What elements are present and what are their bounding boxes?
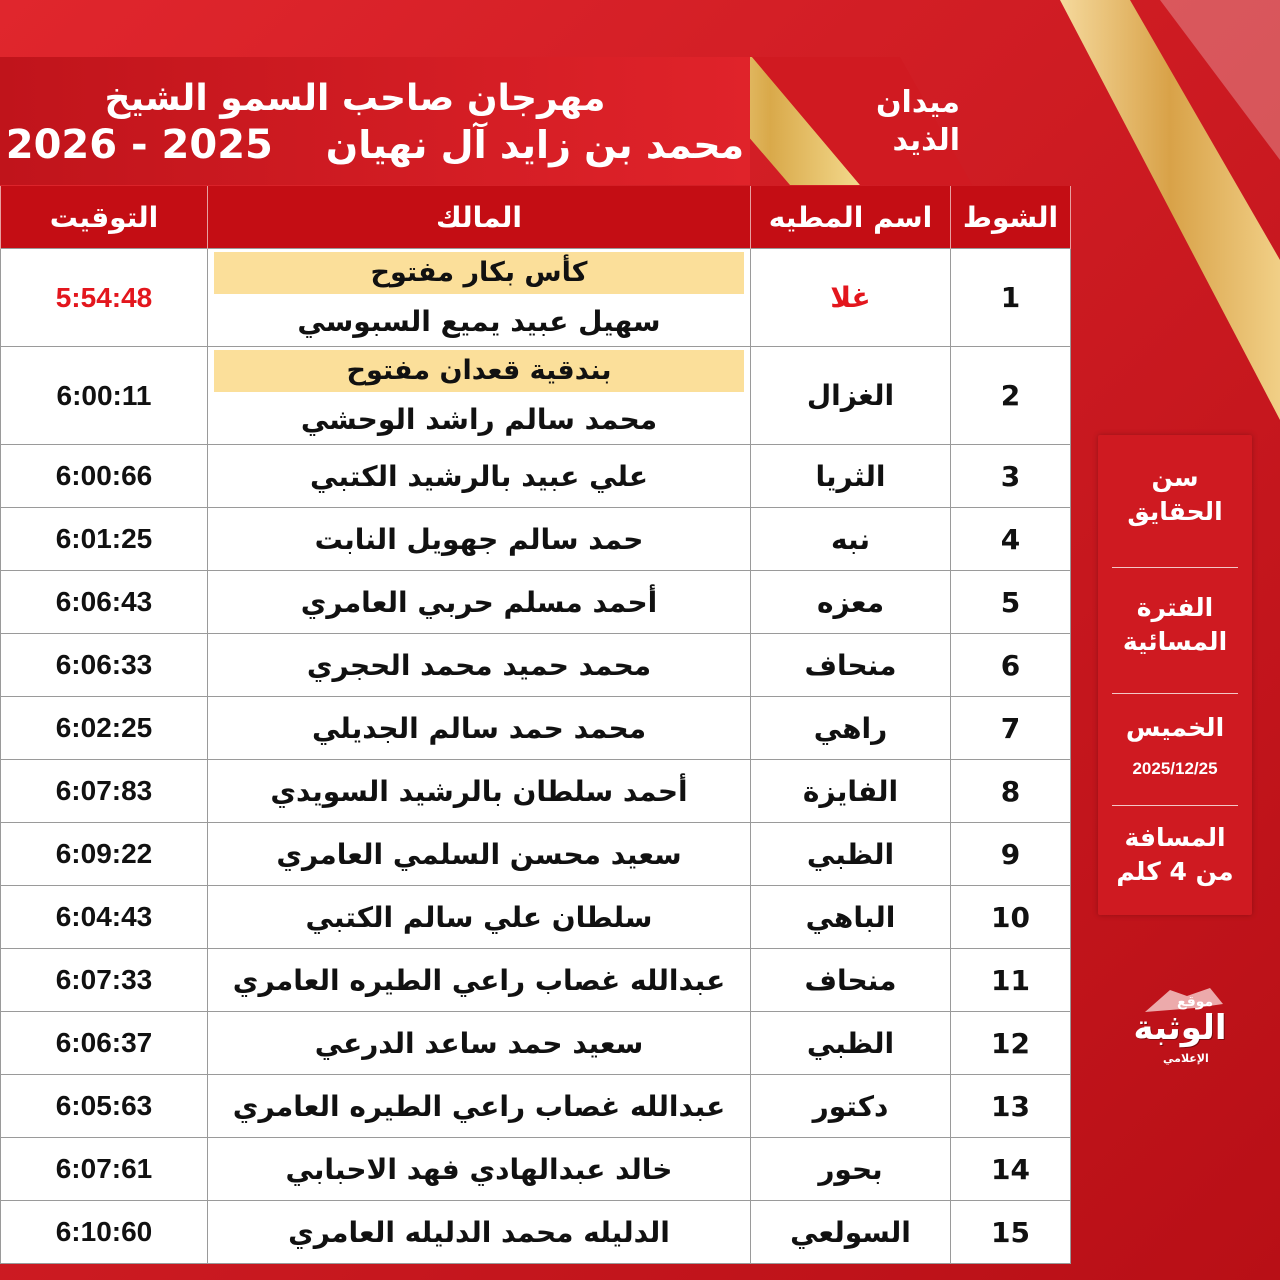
table-row: [1, 949, 1071, 1012]
divider: [1112, 693, 1238, 694]
camel-name: الباهي: [751, 886, 951, 949]
race-number: 8: [951, 760, 1071, 823]
period-line1: الفترة: [1136, 593, 1214, 622]
owner-name: أحمد سلطان بالرشيد السويدي: [208, 760, 751, 823]
camel-name: دكتور: [751, 1075, 951, 1138]
race-number: 15: [951, 1201, 1071, 1264]
race-time: 6:07:61: [1, 1138, 208, 1201]
race-time: 6:09:22: [1, 823, 208, 886]
header-number: الشوط: [951, 186, 1071, 249]
trophy-label: بندقية قعدان مفتوح: [214, 350, 744, 392]
owner-name: الدليله محمد الدليله العامري: [208, 1201, 751, 1264]
race-time: 6:01:25: [1, 508, 208, 571]
table-row: [1, 1201, 1071, 1264]
header-owner: المالك: [208, 186, 751, 249]
camel-name: غلا: [751, 249, 951, 347]
camel-name: بحور: [751, 1138, 951, 1201]
distance-label: [1098, 821, 1252, 889]
owner-name: سعيد حمد ساعد الدرعي: [208, 1012, 751, 1075]
logo-subtitle: الإعلامي: [1163, 1052, 1209, 1065]
owner-name: محمد سالم راشد الوحشي: [300, 402, 658, 436]
race-number: 5: [951, 571, 1071, 634]
table-row: [1, 445, 1071, 508]
race-number: 9: [951, 823, 1071, 886]
race-time: 6:06:43: [1, 571, 208, 634]
owner-name: سلطان علي سالم الكتبي: [208, 886, 751, 949]
race-time: 6:06:33: [1, 634, 208, 697]
table-row: [1, 697, 1071, 760]
age-line1: سن: [1151, 463, 1199, 492]
camel-name: معزه: [751, 571, 951, 634]
race-time: 6:04:43: [1, 886, 208, 949]
owner-name: عبدالله غصاب راعي الطيره العامري: [208, 949, 751, 1012]
race-number: 13: [951, 1075, 1071, 1138]
festival-honoree: محمد بن زايد آل نهيان: [325, 123, 745, 167]
race-number: 3: [951, 445, 1071, 508]
table-row: [1, 1138, 1071, 1201]
camel-name: الفايزة: [751, 760, 951, 823]
owner-name: أحمد مسلم حربي العامري: [208, 571, 751, 634]
header-camel: اسم المطيه: [751, 186, 951, 249]
table-row: [1, 823, 1071, 886]
table-header-row: [1, 186, 1071, 249]
distance-line1: المسافة: [1124, 823, 1226, 852]
camel-name: منحاف: [751, 634, 951, 697]
period-label: [1098, 591, 1252, 659]
camel-name: منحاف: [751, 949, 951, 1012]
logo-site-word: موقع: [1177, 994, 1214, 1010]
owner-name: خالد عبدالهادي فهد الاحبابي: [208, 1138, 751, 1201]
trophy-label: كأس بكار مفتوح: [214, 252, 744, 294]
race-time: 6:00:66: [1, 445, 208, 508]
race-time: 6:00:11: [1, 347, 208, 445]
camel-name: السولعي: [751, 1201, 951, 1264]
festival-title-line1: مهرجان صاحب السمو الشيخ: [104, 78, 606, 119]
camel-name: الغزال: [751, 347, 951, 445]
race-number: 2: [951, 347, 1071, 445]
race-time: 6:07:33: [1, 949, 208, 1012]
table-row: [1, 1075, 1071, 1138]
venue-line1: ميدان: [875, 85, 960, 120]
owner-name: محمد حمد سالم الجديلي: [208, 697, 751, 760]
race-date: 2025/12/25: [1132, 759, 1218, 778]
period-line2: المسائية: [1122, 627, 1228, 656]
table-row: [1, 249, 1071, 347]
camel-name: راهي: [751, 697, 951, 760]
owner-name: حمد سالم جهويل النابت: [208, 508, 751, 571]
venue-label: [770, 84, 960, 160]
header-time: التوقيت: [1, 186, 208, 249]
owner-name: سعيد محسن السلمي العامري: [208, 823, 751, 886]
race-time: 6:10:60: [1, 1201, 208, 1264]
race-time: 6:06:37: [1, 1012, 208, 1075]
race-time: 5:54:48: [1, 249, 208, 347]
table-row: [1, 634, 1071, 697]
camel-name: الظبي: [751, 823, 951, 886]
race-number: 6: [951, 634, 1071, 697]
camel-name: الثريا: [751, 445, 951, 508]
race-number: 4: [951, 508, 1071, 571]
results-table: [0, 186, 1071, 1264]
brand-logo: [1115, 982, 1245, 1074]
owner-cell: [208, 347, 751, 445]
race-info-panel: [1098, 435, 1252, 915]
table-row: [1, 347, 1071, 445]
race-time: 6:07:83: [1, 760, 208, 823]
owner-name: محمد حميد محمد الحجري: [208, 634, 751, 697]
owner-cell: [208, 249, 751, 347]
distance-line2: من 4 كلم: [1116, 857, 1234, 886]
festival-title-line2: [0, 122, 750, 168]
venue-line2: الذيد: [892, 123, 960, 158]
owner-name: عبدالله غصاب راعي الطيره العامري: [208, 1075, 751, 1138]
age-line2: الحقايق: [1127, 497, 1223, 526]
season-years: 2025 - 2026: [5, 122, 273, 168]
owner-name: علي عبيد بالرشيد الكتبي: [208, 445, 751, 508]
age-category: [1098, 461, 1252, 529]
divider: [1112, 805, 1238, 806]
race-number: 10: [951, 886, 1071, 949]
race-number: 1: [951, 249, 1071, 347]
camel-name: الظبي: [751, 1012, 951, 1075]
race-number: 7: [951, 697, 1071, 760]
logo-name: الوثبة: [1133, 1008, 1227, 1048]
race-day: الخميس: [1125, 713, 1225, 742]
camel-name: نبه: [751, 508, 951, 571]
table-row: [1, 571, 1071, 634]
race-number: 11: [951, 949, 1071, 1012]
race-time: 6:05:63: [1, 1075, 208, 1138]
race-number: 14: [951, 1138, 1071, 1201]
race-time: 6:02:25: [1, 697, 208, 760]
table-row: [1, 1012, 1071, 1075]
table-row: [1, 508, 1071, 571]
table-row: [1, 760, 1071, 823]
owner-name: سهيل عبيد يميع السبوسي: [297, 304, 661, 338]
divider: [1112, 567, 1238, 568]
table-row: [1, 886, 1071, 949]
race-number: 12: [951, 1012, 1071, 1075]
